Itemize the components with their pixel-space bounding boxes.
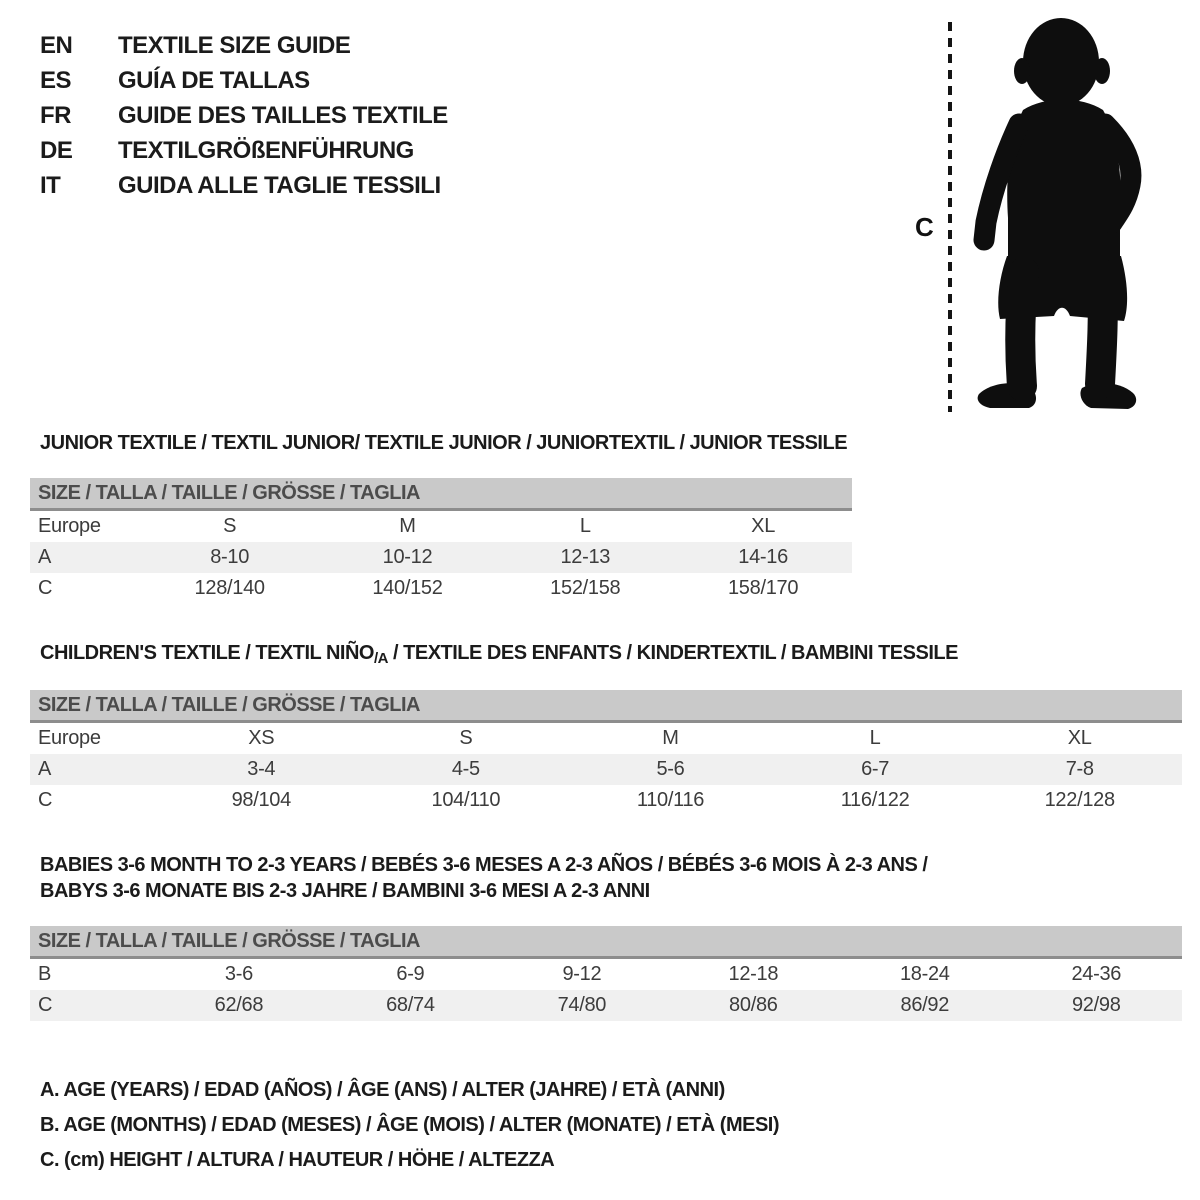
cell-value: XS	[248, 727, 275, 749]
cell-value: XL	[751, 515, 776, 537]
cell-value: M	[399, 515, 416, 537]
size-table	[30, 959, 1182, 1021]
cell-value: L	[579, 515, 591, 537]
cell-value: 10-12	[382, 546, 433, 568]
table-row	[30, 754, 1182, 785]
row-label: Europe	[38, 727, 101, 749]
cell-value: 6-7	[861, 758, 890, 780]
cell-value: 5-6	[656, 758, 685, 780]
cell-value: S	[223, 515, 237, 537]
section-title-text: / TEXTILE DES ENFANTS / KINDERTEXTIL / BAMBINI TESSILE	[387, 642, 958, 664]
language-label: GUIDE DES TAILLES TEXTILE	[118, 101, 448, 129]
section-title: JUNIOR TEXTILE / TEXTIL JUNIOR/ TEXTILE JUNIOR / JUNIORTEXTIL / JUNIOR TESSILE	[40, 432, 848, 454]
table-row	[30, 511, 852, 542]
language-row	[40, 63, 448, 98]
legend-line-age-months: B. AGE (MONTHS) / EDAD (MESES) / ÂGE (MOIS) / ALTER (MONATE) / ETÀ (MESI)	[40, 1114, 780, 1136]
cell-value: 62/68	[214, 994, 264, 1016]
cell-value: 92/98	[1071, 994, 1121, 1016]
section-babies-textile	[30, 852, 1182, 1021]
language-list	[40, 28, 448, 203]
table-row	[30, 959, 1182, 990]
cell-value: 3-6	[224, 963, 253, 985]
section-title	[40, 640, 1182, 668]
size-header-bar: SIZE / TALLA / TAILLE / GRÖSSE / TAGLIA	[30, 926, 1182, 959]
size-header-bar: SIZE / TALLA / TAILLE / GRÖSSE / TAGLIA	[30, 478, 852, 511]
language-row	[40, 98, 448, 133]
language-row	[40, 168, 448, 203]
language-code: IT	[40, 171, 61, 199]
cell-value: XL	[1067, 727, 1092, 749]
language-row	[40, 28, 448, 63]
cell-value: 110/116	[636, 789, 705, 811]
cell-value: 80/86	[729, 994, 778, 1016]
cell-value: 14-16	[738, 546, 788, 568]
section-junior-textile	[30, 430, 852, 604]
cell-value: 158/170	[727, 577, 799, 599]
cell-value: 68/74	[386, 994, 435, 1016]
row-label: C	[38, 577, 53, 599]
cell-value: 24-36	[1071, 963, 1122, 985]
cell-value: 140/152	[372, 577, 443, 599]
table-row	[30, 723, 1182, 754]
table-row	[30, 785, 1182, 816]
cell-value: 74/80	[557, 994, 607, 1016]
table-row	[30, 990, 1182, 1021]
section-title-text: CHILDREN'S TEXTILE / TEXTIL NIÑO	[40, 642, 374, 664]
cell-value: 6-9	[396, 963, 425, 985]
cell-value: 152/158	[550, 577, 621, 599]
cell-value: M	[662, 727, 679, 749]
table-row	[30, 542, 852, 573]
cell-value: 128/140	[194, 577, 265, 599]
cell-value: 3-4	[247, 758, 276, 780]
section-title-subscript: /A	[373, 650, 388, 667]
language-code: FR	[40, 101, 71, 129]
cell-value: 18-24	[899, 963, 950, 985]
cell-value: 116/122	[840, 789, 910, 811]
cell-value: 122/128	[1044, 789, 1115, 811]
baby-figure	[905, 16, 1195, 418]
legend	[40, 1073, 1182, 1178]
language-code: EN	[40, 31, 73, 59]
row-label: A	[38, 546, 52, 568]
cell-value: 9-12	[562, 963, 602, 985]
cell-value: 86/92	[900, 994, 950, 1016]
language-label: TEXTILGRÖßENFÜHRUNG	[118, 136, 414, 164]
row-label: A	[38, 758, 52, 780]
row-label: C	[38, 789, 53, 811]
language-row	[40, 133, 448, 168]
language-label: TEXTILE SIZE GUIDE	[118, 31, 351, 59]
legend-line-height-cm: C. (cm) HEIGHT / ALTURA / HAUTEUR / HÖHE / ALTEZZA	[40, 1149, 555, 1171]
size-table	[30, 723, 1182, 816]
section-title: BABIES 3-6 MONTH TO 2-3 YEARS / BEBÉS 3-6 MESES A 2-3 AÑOS / BÉBÉS 3-6 MOIS À 2-3 ANS /	[40, 854, 928, 876]
cell-value: 8-10	[210, 546, 250, 568]
cell-value: L	[869, 727, 881, 749]
cell-value: 104/110	[431, 789, 501, 811]
size-table	[30, 511, 852, 604]
cell-value: 4-5	[451, 758, 480, 780]
table-row	[30, 573, 852, 604]
cell-value: 12-13	[560, 546, 611, 568]
size-header-bar: SIZE / TALLA / TAILLE / GRÖSSE / TAGLIA	[30, 690, 1182, 723]
height-measure-label: C	[915, 212, 934, 242]
legend-line-age-years: A. AGE (YEARS) / EDAD (AÑOS) / ÂGE (ANS) / ALTER (JAHRE) / ETÀ (ANNI)	[40, 1079, 725, 1101]
language-label: GUÍA DE TALLAS	[118, 66, 310, 94]
size-tables	[30, 430, 1182, 1178]
language-code: ES	[40, 66, 72, 94]
row-label: B	[38, 963, 52, 985]
cell-value: S	[459, 727, 473, 749]
height-measure-line	[948, 22, 952, 412]
language-label: GUIDA ALLE TAGLIE TESSILI	[118, 171, 441, 199]
row-label: C	[38, 994, 53, 1016]
section-title-line2: BABYS 3-6 MONATE BIS 2-3 JAHRE / BAMBINI 3-6 MESI A 2-3 ANNI	[40, 880, 650, 902]
toddler-silhouette-icon	[963, 16, 1145, 416]
cell-value: 7-8	[1065, 758, 1094, 780]
cell-value: 98/104	[231, 789, 291, 811]
row-label: Europe	[38, 515, 101, 537]
cell-value: 12-18	[728, 963, 779, 985]
language-code: DE	[40, 136, 73, 164]
section-childrens-textile	[30, 640, 1182, 816]
